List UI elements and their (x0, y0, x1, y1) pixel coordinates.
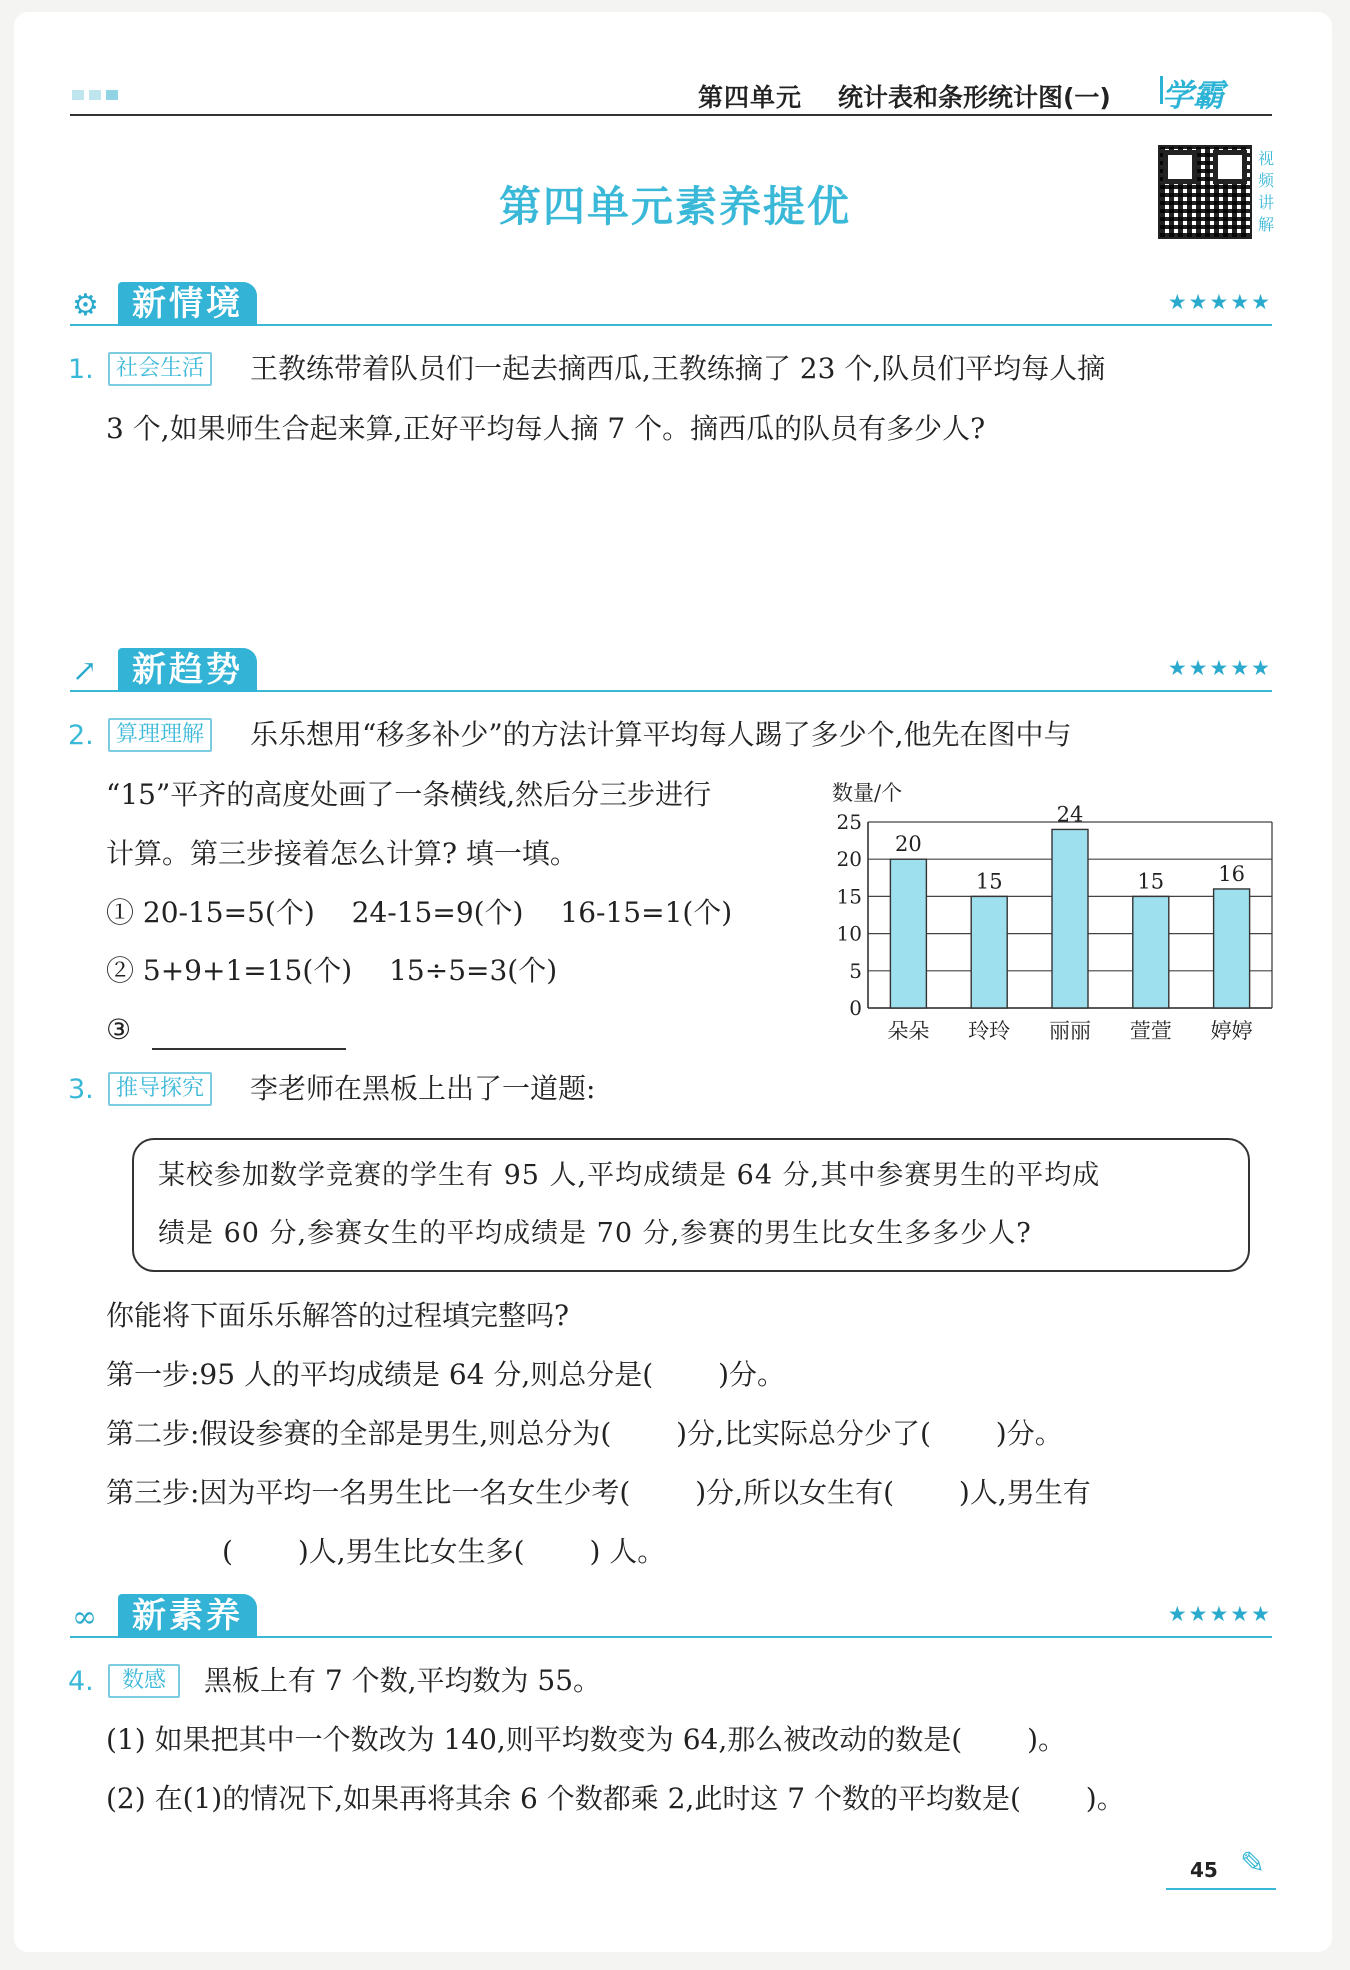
step-marker: ③ (106, 1013, 132, 1046)
pencil-icon: ✎ (1240, 1846, 1266, 1881)
question-tag: 推导探究 (108, 1072, 212, 1106)
header-decoration (72, 90, 118, 100)
x-tick-label: 丽丽 (1049, 1019, 1091, 1043)
x-tick-label: 玲玲 (968, 1019, 1011, 1043)
question-tag: 算理理解 (108, 718, 212, 752)
header-rule (70, 114, 1272, 116)
y-tick-label: 20 (836, 847, 862, 872)
y-tick-label: 5 (849, 958, 862, 983)
brand-logo: 学霸 (1162, 78, 1224, 114)
x-tick-label: 朵朵 (887, 1019, 930, 1043)
bar (1133, 896, 1169, 1008)
section-title: 新趋势 (118, 648, 257, 692)
question-text: 你能将下面乐乐解答的过程填完整吗? (106, 1299, 570, 1332)
question-number: 2. (68, 720, 94, 751)
footer-rule (1166, 1888, 1276, 1890)
step-line: 第二步:假设参赛的全部是男生,则总分为( )分,比实际总分少了( )分。 (106, 1417, 1063, 1450)
header-unit: 第四单元 (698, 83, 803, 112)
y-tick-label: 25 (836, 810, 862, 834)
question-number: 4. (68, 1666, 94, 1697)
y-tick-label: 10 (836, 921, 862, 946)
board-text: 绩是 60 分,参赛女生的平均成绩是 70 分,参赛的男生比女生多多少人? (158, 1218, 1032, 1249)
step-line (106, 1010, 346, 1050)
question-number: 3. (68, 1074, 94, 1105)
question-tag: 数感 (108, 1664, 180, 1698)
x-tick-label: 萱萱 (1129, 1019, 1172, 1043)
section-header-new-context (70, 282, 1272, 330)
question-number: 1. (68, 354, 94, 385)
data-label: 24 (1056, 802, 1084, 827)
y-tick-label: 15 (836, 884, 862, 909)
section-title: 新素养 (118, 1594, 257, 1638)
bar (890, 859, 926, 1008)
qr-label: 视频讲解 (1258, 149, 1275, 234)
question-text: 乐乐想用“移多补少”的方法计算平均每人踢了多少个,他先在图中与 (250, 718, 1072, 751)
bar (971, 896, 1007, 1008)
bar (1214, 889, 1250, 1008)
step-line: ② 5+9+1=15(个) 15÷5=3(个) (106, 954, 558, 987)
bar-chart (830, 776, 1280, 1046)
data-label: 16 (1218, 861, 1245, 886)
section-header-new-literacy (70, 1594, 1272, 1642)
gear-icon: ⚙ (72, 288, 99, 323)
qr-code-icon[interactable] (1158, 145, 1252, 239)
board-text: 某校参加数学竞赛的学生有 95 人,平均成绩是 64 分,其中参赛男生的平均成 (158, 1160, 1101, 1191)
header-title: 统计表和条形统计图(一) (838, 83, 1111, 112)
difficulty-stars: ★★★★★ (1167, 656, 1272, 680)
question-text: “15”平齐的高度处画了一条横线,然后分三步进行 (106, 778, 712, 811)
question-text: 3 个,如果师生合起来算,正好平均每人摘 7 个。摘西瓜的队员有多少人? (106, 412, 986, 445)
x-tick-label: 婷婷 (1210, 1019, 1253, 1043)
question-text: 黑板上有 7 个数,平均数为 55。 (204, 1664, 602, 1697)
sub-question: (2) 在(1)的情况下,如果再将其余 6 个数都乘 2,此时这 7 个数的平均数是( )。 (106, 1782, 1125, 1815)
data-label: 15 (975, 869, 1003, 894)
question-text: 李老师在黑板上出了一道题: (250, 1072, 596, 1105)
step-line: 第三步:因为平均一名男生比一名女生少考( )分,所以女生有( )人,男生有 (106, 1476, 1091, 1509)
y-axis-label: 数量/个 (832, 781, 903, 805)
question-text: 计算。第三步接着怎么计算? 填一填。 (106, 837, 578, 870)
trend-arrow-icon: ↗ (72, 654, 98, 689)
page-title: 第四单元素养提优 (498, 182, 851, 231)
link-icon: ∞ (72, 1600, 97, 1635)
y-tick-label: 0 (849, 996, 862, 1020)
page-number: 45 (1190, 1858, 1218, 1882)
question-tag: 社会生活 (108, 352, 212, 386)
question-text: 王教练带着队员们一起去摘西瓜,王教练摘了 23 个,队员们平均每人摘 (250, 352, 1106, 385)
data-label: 15 (1137, 869, 1165, 894)
section-header-new-trend (70, 648, 1272, 696)
bar (1052, 829, 1088, 1008)
difficulty-stars: ★★★★★ (1167, 1602, 1272, 1626)
difficulty-stars: ★★★★★ (1167, 290, 1272, 314)
step-line: 第一步:95 人的平均成绩是 64 分,则总分是( )分。 (106, 1358, 786, 1391)
step-line: ( )人,男生比女生多( ) 人。 (222, 1535, 666, 1568)
section-title: 新情境 (118, 282, 257, 326)
sub-question: (1) 如果把其中一个数改为 140,则平均数变为 64,那么被改动的数是( )。 (106, 1723, 1066, 1756)
data-label: 20 (895, 832, 922, 857)
answer-blank[interactable] (152, 1020, 346, 1050)
step-line: ① 20-15=5(个) 24-15=9(个) 16-15=1(个) (106, 896, 733, 929)
